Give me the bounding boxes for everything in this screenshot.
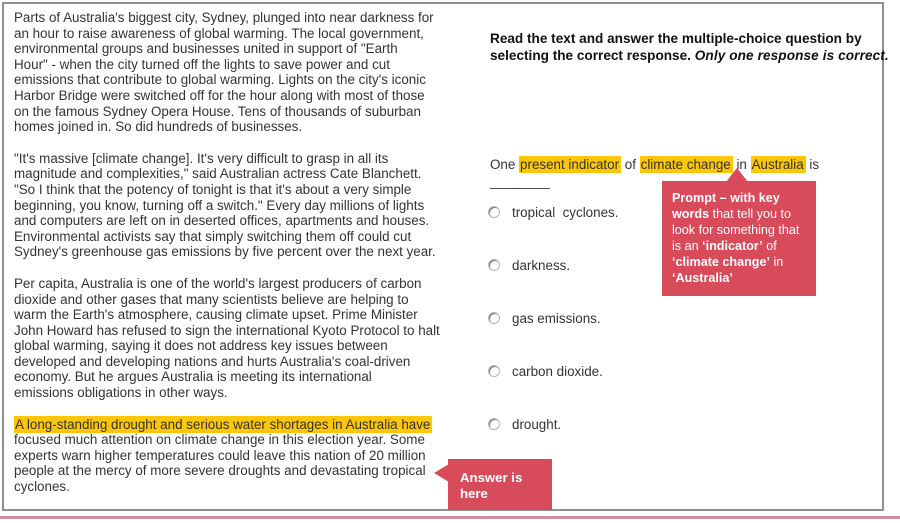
- highlighted-text: A long-standing drought and serious water shortages in Australia have: [15, 416, 431, 432]
- passage-line: [14, 166, 444, 182]
- passage-text: warm the Earth's atmosphere, causing climate upset. Prime Minister: [14, 307, 418, 323]
- option-label: tropical cyclones.: [512, 204, 619, 220]
- passage-line: [14, 229, 444, 245]
- bottom-rule: [0, 516, 900, 519]
- passage-paragraph: [14, 151, 444, 260]
- passage-text: Sydney's greenhouse gas emissions by five percent over the next year.: [14, 244, 436, 260]
- bold-text: ‘climate change’: [672, 255, 770, 269]
- option-label: drought.: [512, 416, 562, 432]
- prompt-callout-text: [672, 191, 799, 285]
- option-row: [488, 361, 788, 381]
- text-segment: One: [490, 157, 520, 173]
- option-row: [488, 308, 788, 328]
- passage-text: Parts of Australia's biggest city, Sydney, plunged into near darkness for: [14, 10, 434, 25]
- passage-line: [14, 213, 444, 229]
- passage-line: [14, 385, 444, 401]
- radio-button-option-1[interactable]: [488, 206, 500, 218]
- passage-line: [14, 26, 444, 42]
- highlighted-text: Australia: [751, 157, 804, 173]
- passage-line: [14, 354, 444, 370]
- text-segment: is ________: [490, 157, 823, 190]
- passage-text: emissions that contribute to global warming. Lights on the city's iconic: [14, 72, 426, 88]
- option-label: carbon dioxide.: [512, 363, 603, 379]
- text-segment: in: [770, 255, 784, 269]
- passage-line: [14, 323, 444, 339]
- highlighted-text: climate change: [640, 157, 731, 173]
- reading-passage: [14, 10, 444, 511]
- passage-text: "It's massive [climate change]. It's very difficult to grasp in all its: [14, 150, 389, 166]
- answer-callout: [448, 459, 552, 510]
- passage-line: [14, 307, 444, 323]
- passage-paragraph: [14, 276, 444, 401]
- bold-text: Prompt – with key words: [672, 191, 780, 221]
- passage-text: beginning, you know, turning off a switch." Every day millions of lights: [14, 197, 425, 213]
- option-label: gas emissions.: [512, 310, 601, 326]
- text-segment: that tell you to look for something that is an: [672, 207, 800, 253]
- passage-line: [14, 72, 444, 88]
- text-segment: of: [621, 157, 640, 173]
- passage-paragraph: [14, 417, 444, 495]
- passage-line: [14, 338, 444, 354]
- passage-line: [14, 119, 444, 135]
- passage-line: [14, 463, 444, 479]
- passage-line: [14, 479, 444, 495]
- highlighted-text: present indicator: [520, 157, 620, 173]
- radio-button-option-2[interactable]: [488, 259, 500, 271]
- text-segment: of: [762, 239, 777, 253]
- passage-text: an hour to raise awareness of global warming. The local government,: [14, 25, 424, 41]
- answer-callout-text: Answer is here: [460, 470, 523, 501]
- callout-pointer-up-icon: [726, 168, 748, 182]
- passage-text: and computers are left on in deserted offices, apartments and houses.: [14, 213, 430, 229]
- instructions-normal: Read the text and answer the multiple-choice question by selecting the correct response.: [490, 30, 862, 64]
- passage-line: [14, 244, 444, 260]
- passage-text: people at the mercy of more severe droughts and devastating tropical: [14, 463, 426, 479]
- passage-line: [14, 10, 444, 26]
- passage-text: experts warn higher temperatures could leave this nation of 20 million: [14, 447, 426, 463]
- passage-paragraph: [14, 10, 444, 135]
- option-row: [488, 414, 788, 434]
- passage-text: on the famous Sydney Opera House. Tens of thousands of suburban: [14, 103, 421, 119]
- passage-text: global warming, saying it does not address key issues between: [14, 338, 388, 354]
- passage-text: emissions obligations in other ways.: [14, 385, 228, 401]
- passage-text: Hour" - when the city turned off the lights to save power and cut: [14, 56, 390, 72]
- callout-pointer-left-icon: [434, 464, 449, 482]
- passage-line: [14, 417, 444, 433]
- passage-text: "So I think that the potency of tonight is that it's about a very simple: [14, 181, 412, 197]
- passage-line: [14, 432, 444, 448]
- passage-line: [14, 88, 444, 104]
- text-segment: in: [732, 157, 751, 173]
- passage-text: dioxide and other gases that many scientists believe are helping to: [14, 291, 409, 307]
- passage-text: developed and developing nations and hurts Australia's coal-driven: [14, 353, 411, 369]
- passage-line: [14, 151, 444, 167]
- passage-text: environmental groups and businesses united in support of "Earth: [14, 41, 398, 57]
- passage-text: Per capita, Australia is one of the world's largest producers of carbon: [14, 275, 422, 291]
- passage-line: [14, 104, 444, 120]
- passage-text: Environmental activists say that simply switching them off could cut: [14, 228, 412, 244]
- passage-text: homes joined in. So did hundreds of businesses.: [14, 119, 303, 135]
- passage-line: [14, 198, 444, 214]
- passage-line: [14, 292, 444, 308]
- instructions-italic: Only one response is correct.: [694, 48, 889, 64]
- radio-button-option-5[interactable]: [488, 418, 500, 430]
- passage-line: [14, 276, 444, 292]
- passage-line: [14, 41, 444, 57]
- passage-text: John Howard has refused to sign the international Kyoto Protocol to halt: [14, 322, 440, 338]
- passage-text: focused much attention on climate change in this election year. Some: [14, 432, 425, 448]
- passage-line: [14, 57, 444, 73]
- instructions-text: [490, 30, 890, 65]
- radio-button-option-4[interactable]: [488, 365, 500, 377]
- bold-text: ‘Australia’: [672, 271, 733, 285]
- passage-text: magnitude and complexities," said Australian actress Cate Blanchett.: [14, 166, 422, 182]
- option-label: darkness.: [512, 257, 571, 273]
- passage-line: [14, 369, 444, 385]
- bold-text: ‘indicator’: [702, 239, 763, 253]
- passage-line: [14, 448, 444, 464]
- passage-text: Harbor Bridge were switched off for the hour along with most of those: [14, 87, 425, 103]
- passage-text: cyclones.: [14, 479, 70, 495]
- radio-button-option-3[interactable]: [488, 312, 500, 324]
- passage-text: economy. But he argues Australia is meeting its international: [14, 369, 372, 385]
- prompt-callout: [662, 181, 816, 296]
- passage-line: [14, 182, 444, 198]
